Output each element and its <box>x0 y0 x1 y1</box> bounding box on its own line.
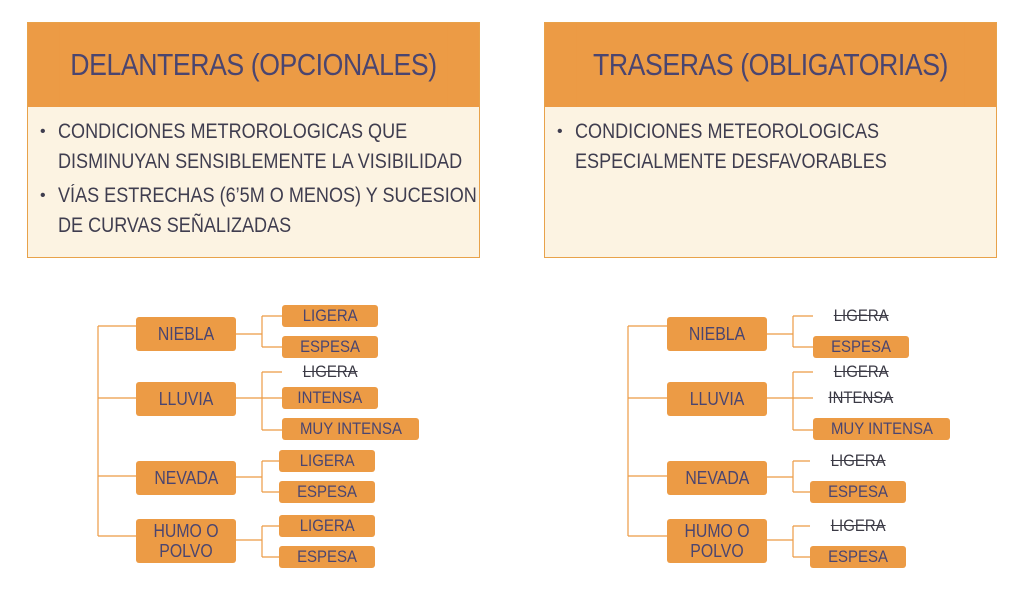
leaf-label: LIGERA <box>302 306 358 325</box>
leaf-humo-espesa <box>810 546 906 568</box>
category-label: LLUVIA <box>689 389 745 409</box>
leaf-label: LIGERA <box>830 451 886 470</box>
leaf-lluvia-intensa <box>282 387 378 409</box>
category-nevada <box>667 461 767 495</box>
category-label: LLUVIA <box>158 389 214 409</box>
bullet-text: VÍAS ESTRECHAS (6’5M O MENOS) Y SUCESION DE CURVAS SEÑALIZADAS <box>58 184 477 237</box>
category-nevada <box>136 461 236 495</box>
leaf-lluvia-intensa-struck <box>813 387 909 409</box>
leaf-lluvia-muy-intensa <box>813 418 950 440</box>
leaf-label: ESPESA <box>828 547 888 566</box>
leaf-lluvia-ligera-struck <box>813 361 909 383</box>
leaf-niebla-ligera <box>282 305 378 327</box>
category-humo-polvo <box>136 519 236 563</box>
category-label: NIEBLA <box>157 324 215 344</box>
bullet-dot-icon: • <box>557 123 563 140</box>
category-label: NEVADA <box>154 468 218 488</box>
leaf-niebla-espesa <box>813 336 909 358</box>
category-lluvia <box>136 382 236 416</box>
leaf-label: LIGERA <box>833 306 889 325</box>
category-niebla <box>667 317 767 351</box>
leaf-lluvia-ligera-struck <box>282 361 378 383</box>
leaf-humo-ligera <box>279 515 375 537</box>
bullet-text: CONDICIONES METROROLOGICAS QUE DISMINUYAN SENSIBLEMENTE LA VISIBILIDAD <box>58 120 463 173</box>
rear-lights-title: TRASERAS (OBLIGATORIAS) <box>577 23 965 107</box>
leaf-label: LIGERA <box>830 516 886 535</box>
leaf-humo-ligera-struck <box>810 515 906 537</box>
leaf-label: ESPESA <box>300 337 360 356</box>
leaf-label: INTENSA <box>828 388 894 407</box>
leaf-humo-espesa <box>279 546 375 568</box>
category-label: NEVADA <box>685 468 749 488</box>
category-label: HUMO O POLVO <box>153 521 219 561</box>
leaf-label: ESPESA <box>297 547 357 566</box>
bullet-dot-icon: • <box>40 123 46 140</box>
leaf-label: LIGERA <box>299 516 355 535</box>
leaf-nevada-espesa <box>810 481 906 503</box>
leaf-label: MUY INTENSA <box>299 419 402 438</box>
category-niebla <box>136 317 236 351</box>
leaf-nevada-ligera <box>279 450 375 472</box>
bullet-dot-icon: • <box>40 187 46 204</box>
leaf-label: LIGERA <box>302 362 358 381</box>
leaf-label: ESPESA <box>831 337 891 356</box>
leaf-nevada-espesa <box>279 481 375 503</box>
leaf-niebla-ligera-struck <box>813 305 909 327</box>
leaf-label: LIGERA <box>833 362 889 381</box>
category-label: HUMO O POLVO <box>684 521 750 561</box>
leaf-label: ESPESA <box>297 482 357 501</box>
leaf-label: MUY INTENSA <box>830 419 933 438</box>
leaf-niebla-espesa <box>282 336 378 358</box>
leaf-label: ESPESA <box>828 482 888 501</box>
leaf-lluvia-muy-intensa <box>282 418 419 440</box>
leaf-label: INTENSA <box>297 388 363 407</box>
front-lights-title: DELANTERAS (OPCIONALES) <box>60 23 448 107</box>
category-label: NIEBLA <box>688 324 746 344</box>
category-humo-polvo <box>667 519 767 563</box>
bullet-text: CONDICIONES METEOROLOGICAS ESPECIALMENTE DESFAVORABLES <box>575 120 887 173</box>
leaf-nevada-ligera-struck <box>810 450 906 472</box>
category-lluvia <box>667 382 767 416</box>
leaf-label: LIGERA <box>299 451 355 470</box>
